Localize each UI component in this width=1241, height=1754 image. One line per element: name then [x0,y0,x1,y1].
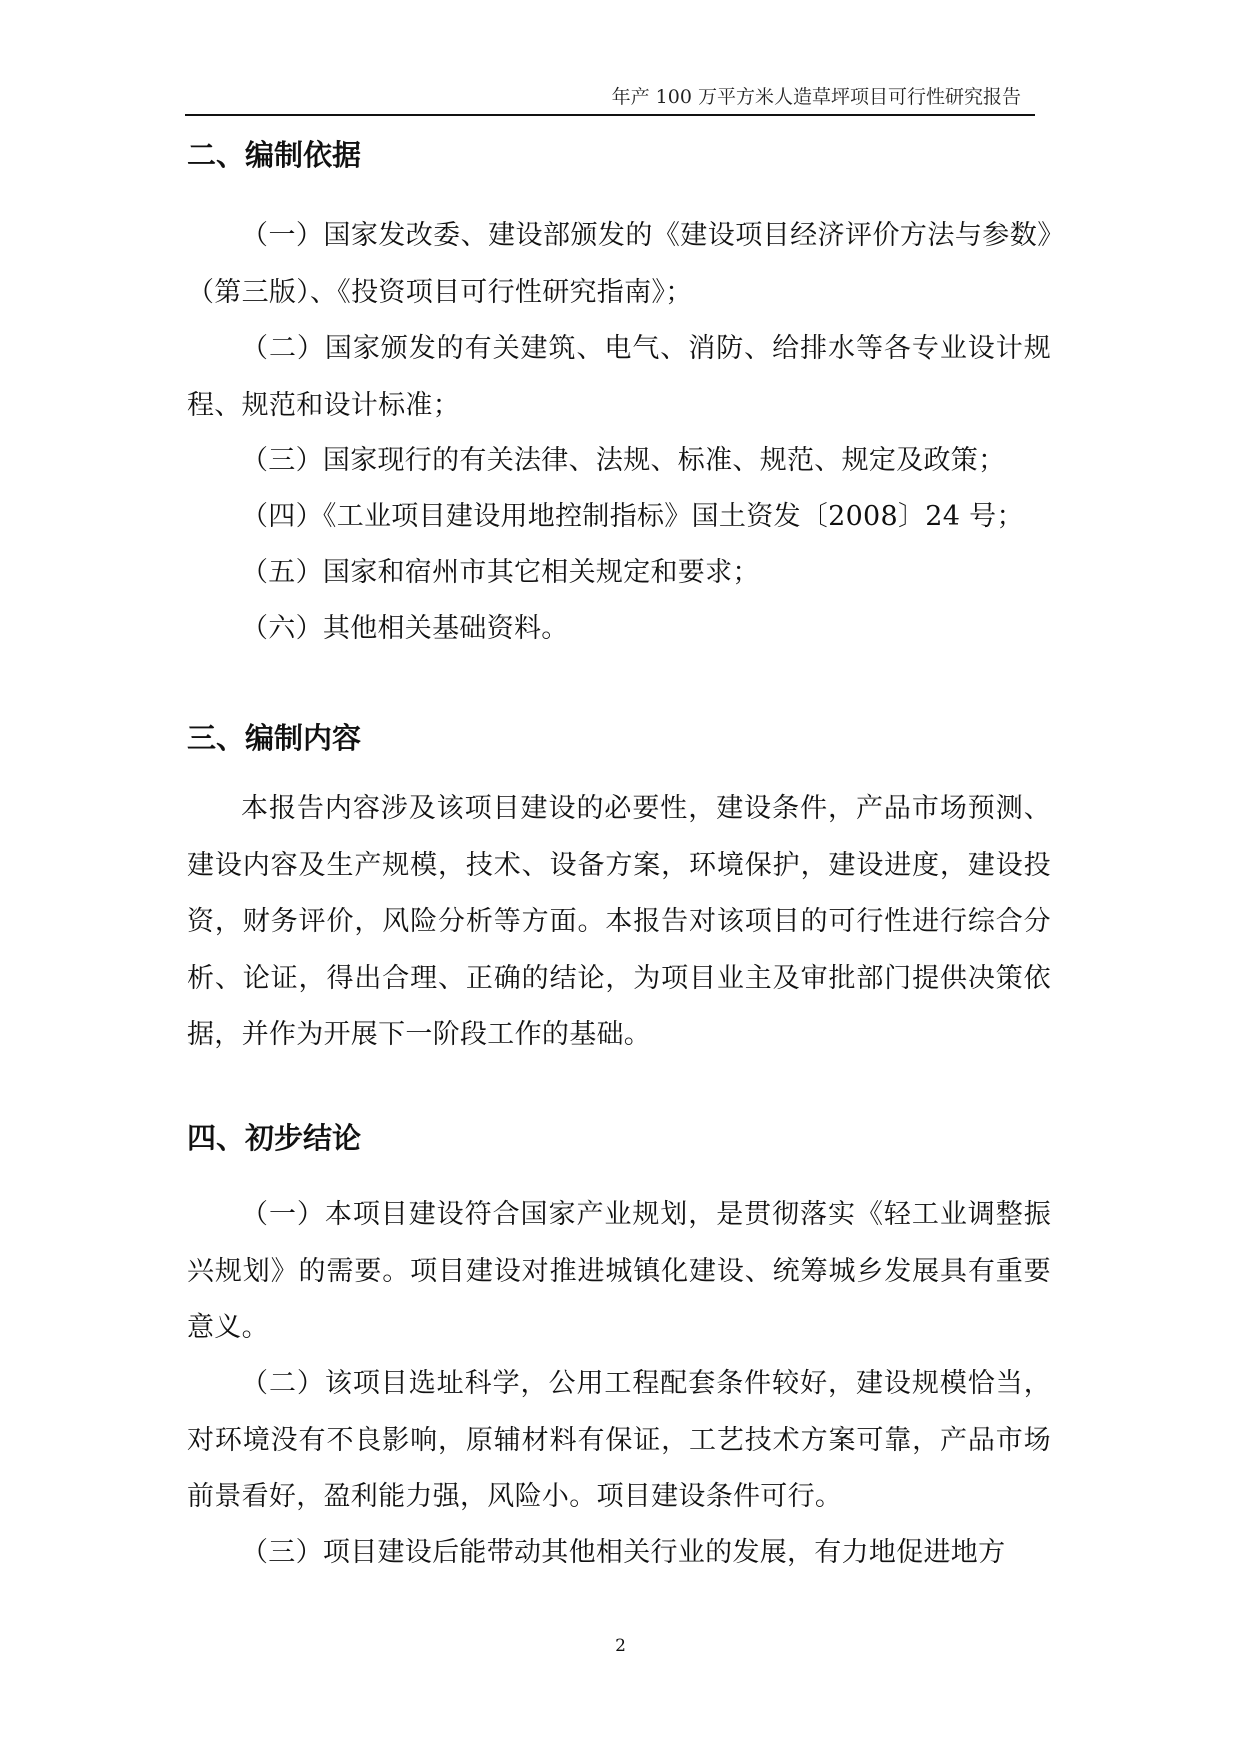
conclusion-item-1: （一）本项目建设符合国家产业规划，是贯彻落实《轻工业调整振兴规划》的需要。项目建设对推进城镇化建设、统筹城乡发展具有重要意义。 [187,1199,1051,1343]
section-heading-basis: 二、编制依据 [187,138,362,172]
running-header-title: 年产 100 万平方米人造草坪项目可行性研究报告 [611,86,1021,108]
running-header [185,86,1035,116]
conclusion-item-3: （三）项目建设后能带动其他相关行业的发展，有力地促进地方 [241,1537,1006,1568]
basis-item-6: （六）其他相关基础资料。 [241,613,569,644]
basis-item-4: （四）《工业项目建设用地控制指标》国土资发〔2008〕24 号； [241,501,1024,532]
basis-item-5: （五）国家和宿州市其它相关规定和要求； [241,557,760,588]
section-heading-content: 三、编制内容 [187,721,362,755]
section-heading-conclusion: 四、初步结论 [187,1121,362,1155]
page-number: 2 [615,1636,626,1656]
conclusion-item-2: （二）该项目选址科学，公用工程配套条件较好，建设规模恰当，对环境没有不良影响，原辅材料有保证，工艺技术方案可靠，产品市场前景看好，盈利能力强，风险小。项目建设条件可行。 [187,1368,1051,1512]
basis-item-3: （三）国家现行的有关法律、法规、标准、规范、规定及政策； [241,445,1006,476]
basis-item-2: （二）国家颁发的有关建筑、电气、消防、给排水等各专业设计规程、规范和设计标准； [187,333,1051,421]
content-paragraph: 本报告内容涉及该项目建设的必要性，建设条件，产品市场预测、建设内容及生产规模，技术、设备方案，环境保护，建设进度，建设投资，财务评价，风险分析等方面。本报告对该项目的可行性进行综合分析、论证，得出合理、正确的结论，为项目业主及审批部门提供决策依据，并作为开展下一阶段工作的基础。 [187,793,1051,1050]
basis-item-1: （一）国家发改委、建设部颁发的《建设项目经济评价方法与参数》（第三版）、《投资项目可行性研究指南》； [187,220,1051,308]
